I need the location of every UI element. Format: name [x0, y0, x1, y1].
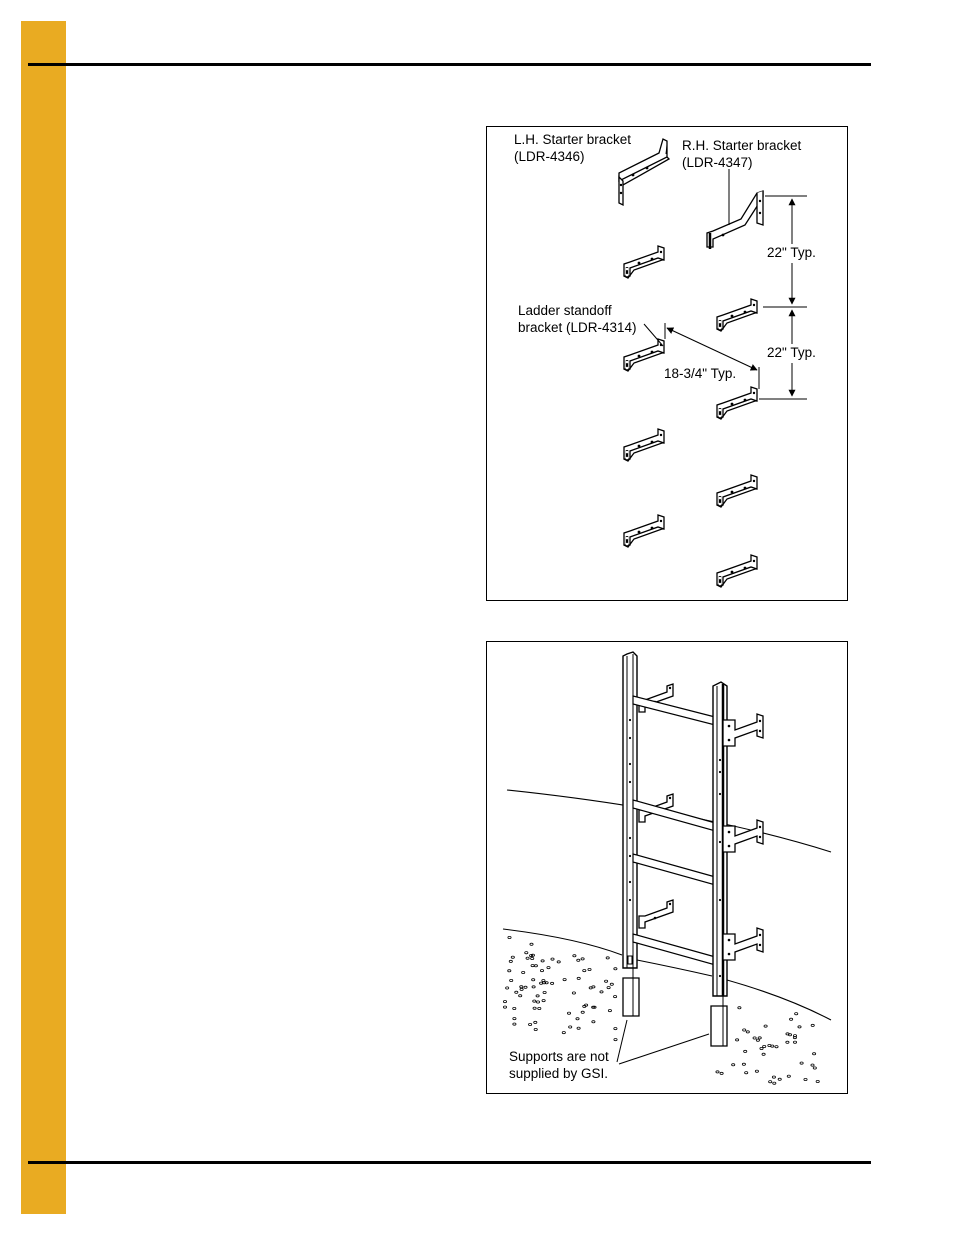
standoff-label-line2: bracket (LDR-4314)	[518, 320, 637, 335]
gravel-dot	[720, 1072, 723, 1074]
support-leader-left	[617, 1020, 627, 1062]
supports-note-line1: Supports are not	[509, 1049, 609, 1064]
left-standoff-bracket-3	[639, 900, 673, 928]
gravel-dot	[614, 968, 617, 970]
gravel-dot	[531, 957, 534, 959]
gravel-dot	[600, 991, 603, 993]
gravel-dot	[795, 1013, 798, 1015]
gravel-dot	[532, 986, 535, 988]
gravel-dot	[607, 987, 610, 989]
gravel-dot	[573, 955, 576, 957]
gravel-dot	[592, 1021, 595, 1023]
gravel-dot	[811, 1024, 814, 1026]
lh-starter-label	[514, 131, 631, 165]
gravel-dot	[526, 957, 529, 959]
gravel-dot	[738, 1007, 741, 1009]
gravel-dot	[577, 959, 580, 961]
gravel-dot	[610, 983, 613, 985]
gravel-dot	[547, 967, 550, 969]
gravel-dot	[588, 968, 591, 970]
gravel-dot	[534, 965, 537, 967]
gravel-dot	[543, 991, 546, 993]
gravel-dot	[532, 979, 535, 981]
standoff-leader	[644, 324, 663, 346]
gravel-dot	[531, 965, 534, 967]
gravel-dot	[756, 1039, 759, 1041]
gravel-dot	[577, 1027, 580, 1029]
standoff-bracket-left-4	[624, 515, 664, 547]
gravel-dot	[533, 1007, 536, 1009]
lh-starter-label-line2: (LDR-4346)	[514, 149, 585, 164]
gravel-dot	[503, 1001, 506, 1003]
standoff-bracket-left-1	[624, 246, 664, 278]
gravel-dot	[793, 1041, 796, 1043]
gravel-dot	[520, 988, 523, 990]
gravel-dot	[745, 1072, 748, 1074]
gravel-dot	[755, 1070, 758, 1072]
gravel-dot	[606, 957, 609, 959]
gravel-dot	[787, 1075, 790, 1077]
supports-note	[509, 1048, 609, 1082]
gravel-dot	[778, 1078, 781, 1080]
gravel-dot	[538, 1007, 541, 1009]
gravel-dot	[551, 958, 554, 960]
ladder-rungs	[633, 696, 719, 966]
gravel-dot	[716, 1071, 719, 1073]
side-color-tab	[21, 21, 66, 1214]
gravel-dot	[534, 1028, 537, 1030]
gravel-dot	[567, 1012, 570, 1014]
gravel-dot	[800, 1062, 803, 1064]
standoff-bracket-right-4	[717, 555, 757, 587]
gravel-dot	[508, 936, 511, 938]
gravel-dot	[520, 986, 523, 988]
gravel-dot	[769, 1081, 772, 1083]
standoff-bracket-right-3	[717, 475, 757, 507]
gravel-dot	[773, 1082, 776, 1084]
gravel-dot	[540, 970, 543, 972]
gravel-dot	[510, 979, 513, 981]
gravel-dot	[562, 1032, 565, 1034]
gravel-dot	[605, 980, 608, 982]
gravel-dot	[816, 1080, 819, 1082]
ground-line-center	[637, 960, 712, 976]
gravel-dot	[772, 1076, 775, 1078]
gravel-dot	[572, 992, 575, 994]
lh-starter-label-line1: L.H. Starter bracket	[514, 132, 632, 147]
gravel-dot	[775, 1046, 778, 1048]
gravel-dot	[530, 943, 533, 945]
right-standoff-bracket-3	[723, 928, 763, 960]
gravel-dot	[533, 1000, 536, 1002]
gravel-dot	[515, 991, 518, 993]
ground-line-right	[727, 980, 831, 1020]
installed-ladder-figure	[486, 641, 848, 1094]
rh-starter-label-line2: (LDR-4347)	[682, 155, 753, 170]
gravel-dot	[736, 1039, 739, 1041]
gravel-dot	[581, 958, 584, 960]
right-standoff-bracket-1	[723, 714, 763, 746]
standoff-label	[518, 302, 637, 336]
gravel-dot	[569, 1026, 572, 1028]
gravel-dot	[581, 1011, 584, 1013]
gravel-dot	[511, 956, 514, 958]
gravel-dot	[541, 960, 544, 962]
spacing-lower-label: 22" Typ.	[767, 345, 816, 360]
gravel-dot	[513, 1007, 516, 1009]
gravel-dot	[508, 970, 511, 972]
gravel-dot	[811, 1064, 814, 1066]
gravel-dot	[813, 1067, 816, 1069]
gravel-dot	[732, 1064, 735, 1066]
gravel-dot	[503, 1006, 506, 1008]
gravel-dot	[614, 996, 617, 998]
gravel-dot	[608, 1010, 611, 1012]
support-leader-right	[619, 1034, 709, 1064]
gravel-dot	[551, 982, 554, 984]
gravel-dot	[536, 995, 539, 997]
gravel-dot	[793, 1037, 796, 1039]
gravel-dot	[557, 961, 560, 963]
installed-ladder-drawing	[487, 642, 849, 1095]
gravel-dot	[506, 987, 509, 989]
standoff-bracket-right-2	[717, 387, 757, 419]
gravel-dot	[563, 979, 566, 981]
gravel-dot	[513, 1018, 516, 1020]
standoff-bracket-left-3	[624, 429, 664, 461]
gravel-dot	[762, 1053, 765, 1055]
spacing-upper-label: 22" Typ.	[767, 245, 816, 260]
gravel-dot	[804, 1078, 807, 1080]
standoff-label-line1: Ladder standoff	[518, 303, 612, 318]
gravel-dot	[577, 977, 580, 979]
gravel-dot	[513, 1023, 516, 1025]
gravel-dot	[790, 1018, 793, 1020]
gravel-dot	[542, 980, 545, 982]
gravel-dot	[753, 1037, 756, 1039]
footer-rule	[28, 1161, 871, 1164]
standoff-bracket-left-2	[624, 339, 664, 371]
supports-note-line2: supplied by GSI.	[509, 1066, 609, 1081]
gravel-dot	[509, 960, 512, 962]
rh-starter-bracket	[707, 191, 763, 249]
left-rail-support	[623, 968, 639, 1016]
standoff-bracket-right-1	[717, 299, 757, 331]
gravel-dot	[764, 1025, 767, 1027]
gravel-dot	[583, 970, 586, 972]
gravel-dot	[813, 1053, 816, 1055]
horizontal-spacing-label: 18-3/4" Typ.	[664, 366, 737, 381]
gravel-dot	[743, 1029, 746, 1031]
gravel-dot	[786, 1041, 789, 1043]
gravel-dot	[536, 1001, 539, 1003]
bracket-layout-figure	[486, 126, 848, 601]
ground-line-left	[503, 929, 622, 955]
right-rail-support	[711, 996, 727, 1046]
gravel-dot	[763, 1045, 766, 1047]
gravel-dot	[798, 1026, 801, 1028]
gravel-dot	[744, 1050, 747, 1052]
gravel-dot	[614, 1028, 617, 1030]
gravel-dot	[746, 1031, 749, 1033]
gravel-dot	[522, 971, 525, 973]
gravel-dot	[529, 1023, 532, 1025]
gravel-dot	[524, 986, 527, 988]
gravel-dot	[760, 1047, 763, 1049]
rh-starter-label	[682, 137, 801, 171]
header-rule	[28, 63, 871, 66]
gravel-dot	[742, 1063, 745, 1065]
vertical-dimension	[759, 196, 807, 399]
gravel-dot	[758, 1037, 761, 1039]
gravel-dot	[576, 1018, 579, 1020]
gravel-dot	[534, 1021, 537, 1023]
gravel-dot	[525, 952, 528, 954]
gravel-dot	[542, 1000, 545, 1002]
gravel-dot	[614, 1039, 617, 1041]
gravel-dot	[519, 995, 522, 997]
rh-starter-label-line1: R.H. Starter bracket	[682, 138, 802, 153]
